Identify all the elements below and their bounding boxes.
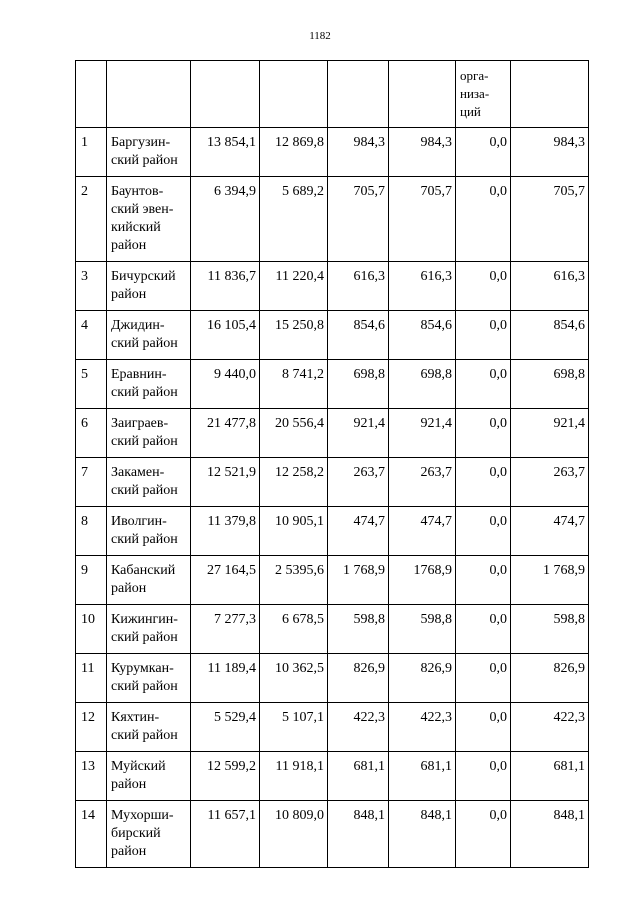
value-cell: 0,0 xyxy=(456,654,511,703)
value-cell: 263,7 xyxy=(511,458,589,507)
value-cell: 2 5395,6 xyxy=(260,556,328,605)
district-name: Кабанский район xyxy=(107,556,191,605)
header-cell xyxy=(511,61,589,128)
value-cell: 11 189,4 xyxy=(191,654,260,703)
district-name: Иволгин- ский район xyxy=(107,507,191,556)
value-cell: 5 107,1 xyxy=(260,703,328,752)
value-cell: 11 220,4 xyxy=(260,262,328,311)
district-name: Кижингин- ский район xyxy=(107,605,191,654)
table-row xyxy=(76,311,589,360)
value-cell: 6 394,9 xyxy=(191,177,260,262)
value-cell: 0,0 xyxy=(456,752,511,801)
value-cell: 705,7 xyxy=(511,177,589,262)
row-number: 1 xyxy=(76,128,107,177)
value-cell: 13 854,1 xyxy=(191,128,260,177)
district-name: Баунтов- ский эвен- кийский район xyxy=(107,177,191,262)
value-cell: 984,3 xyxy=(511,128,589,177)
value-cell: 705,7 xyxy=(328,177,389,262)
value-cell: 0,0 xyxy=(456,128,511,177)
header-cell xyxy=(260,61,328,128)
value-cell: 921,4 xyxy=(389,409,456,458)
header-cell xyxy=(191,61,260,128)
value-cell: 0,0 xyxy=(456,801,511,868)
row-number: 4 xyxy=(76,311,107,360)
value-cell: 598,8 xyxy=(328,605,389,654)
row-number: 3 xyxy=(76,262,107,311)
value-cell: 7 277,3 xyxy=(191,605,260,654)
value-cell: 826,9 xyxy=(511,654,589,703)
value-cell: 422,3 xyxy=(511,703,589,752)
value-cell: 0,0 xyxy=(456,311,511,360)
district-name: Закамен- ский район xyxy=(107,458,191,507)
value-cell: 0,0 xyxy=(456,458,511,507)
value-cell: 16 105,4 xyxy=(191,311,260,360)
row-number: 6 xyxy=(76,409,107,458)
value-cell: 681,1 xyxy=(389,752,456,801)
value-cell: 12 258,2 xyxy=(260,458,328,507)
value-cell: 21 477,8 xyxy=(191,409,260,458)
row-number: 8 xyxy=(76,507,107,556)
value-cell: 921,4 xyxy=(328,409,389,458)
value-cell: 616,3 xyxy=(511,262,589,311)
value-cell: 1 768,9 xyxy=(511,556,589,605)
table-row xyxy=(76,128,589,177)
value-cell: 11 657,1 xyxy=(191,801,260,868)
value-cell: 698,8 xyxy=(328,360,389,409)
value-cell: 848,1 xyxy=(389,801,456,868)
page-number: 1182 xyxy=(309,30,331,42)
row-number: 9 xyxy=(76,556,107,605)
district-name: Баргузин- ский район xyxy=(107,128,191,177)
value-cell: 984,3 xyxy=(389,128,456,177)
row-number: 5 xyxy=(76,360,107,409)
value-cell: 474,7 xyxy=(328,507,389,556)
district-name: Бичурский район xyxy=(107,262,191,311)
value-cell: 826,9 xyxy=(389,654,456,703)
table-row xyxy=(76,654,589,703)
table-row xyxy=(76,177,589,262)
row-number: 2 xyxy=(76,177,107,262)
value-cell: 1768,9 xyxy=(389,556,456,605)
value-cell: 6 678,5 xyxy=(260,605,328,654)
value-cell: 0,0 xyxy=(456,262,511,311)
table-row xyxy=(76,703,589,752)
district-name: Курумкан- ский район xyxy=(107,654,191,703)
table-row xyxy=(76,262,589,311)
value-cell: 826,9 xyxy=(328,654,389,703)
value-cell: 598,8 xyxy=(511,605,589,654)
table-row xyxy=(76,507,589,556)
value-cell: 598,8 xyxy=(389,605,456,654)
value-cell: 27 164,5 xyxy=(191,556,260,605)
value-cell: 20 556,4 xyxy=(260,409,328,458)
value-cell: 422,3 xyxy=(389,703,456,752)
value-cell: 10 905,1 xyxy=(260,507,328,556)
value-cell: 0,0 xyxy=(456,605,511,654)
district-name: Джидин- ский район xyxy=(107,311,191,360)
value-cell: 263,7 xyxy=(389,458,456,507)
header-row xyxy=(76,61,589,128)
district-name: Заиграев- ский район xyxy=(107,409,191,458)
value-cell: 984,3 xyxy=(328,128,389,177)
value-cell: 0,0 xyxy=(456,507,511,556)
district-name: Кяхтин- ский район xyxy=(107,703,191,752)
row-number: 14 xyxy=(76,801,107,868)
value-cell: 681,1 xyxy=(511,752,589,801)
value-cell: 848,1 xyxy=(328,801,389,868)
budget-table xyxy=(75,60,589,868)
value-cell: 11 836,7 xyxy=(191,262,260,311)
header-cell xyxy=(76,61,107,128)
value-cell: 11 918,1 xyxy=(260,752,328,801)
district-name: Муйский район xyxy=(107,752,191,801)
value-cell: 854,6 xyxy=(328,311,389,360)
value-cell: 698,8 xyxy=(389,360,456,409)
header-cell xyxy=(107,61,191,128)
value-cell: 921,4 xyxy=(511,409,589,458)
value-cell: 10 362,5 xyxy=(260,654,328,703)
value-cell: 616,3 xyxy=(389,262,456,311)
value-cell: 1 768,9 xyxy=(328,556,389,605)
value-cell: 705,7 xyxy=(389,177,456,262)
table-row xyxy=(76,458,589,507)
row-number: 13 xyxy=(76,752,107,801)
value-cell: 8 741,2 xyxy=(260,360,328,409)
value-cell: 263,7 xyxy=(328,458,389,507)
value-cell: 0,0 xyxy=(456,409,511,458)
header-cell xyxy=(389,61,456,128)
header-cell-organizations: орга- низа- ций xyxy=(456,61,511,128)
value-cell: 0,0 xyxy=(456,703,511,752)
value-cell: 422,3 xyxy=(328,703,389,752)
value-cell: 12 869,8 xyxy=(260,128,328,177)
value-cell: 12 599,2 xyxy=(191,752,260,801)
value-cell: 854,6 xyxy=(389,311,456,360)
table-row xyxy=(76,360,589,409)
table-row xyxy=(76,752,589,801)
table-row xyxy=(76,605,589,654)
value-cell: 698,8 xyxy=(511,360,589,409)
value-cell: 10 809,0 xyxy=(260,801,328,868)
value-cell: 11 379,8 xyxy=(191,507,260,556)
row-number: 10 xyxy=(76,605,107,654)
value-cell: 5 689,2 xyxy=(260,177,328,262)
table-row xyxy=(76,801,589,868)
value-cell: 474,7 xyxy=(511,507,589,556)
value-cell: 854,6 xyxy=(511,311,589,360)
table-row xyxy=(76,409,589,458)
value-cell: 848,1 xyxy=(511,801,589,868)
row-number: 7 xyxy=(76,458,107,507)
row-number: 11 xyxy=(76,654,107,703)
value-cell: 616,3 xyxy=(328,262,389,311)
value-cell: 0,0 xyxy=(456,177,511,262)
value-cell: 9 440,0 xyxy=(191,360,260,409)
value-cell: 474,7 xyxy=(389,507,456,556)
value-cell: 5 529,4 xyxy=(191,703,260,752)
district-name: Мухорши- бирский район xyxy=(107,801,191,868)
value-cell: 0,0 xyxy=(456,556,511,605)
header-cell xyxy=(328,61,389,128)
value-cell: 681,1 xyxy=(328,752,389,801)
row-number: 12 xyxy=(76,703,107,752)
value-cell: 12 521,9 xyxy=(191,458,260,507)
value-cell: 0,0 xyxy=(456,360,511,409)
table-row xyxy=(76,556,589,605)
district-name: Еравнин- ский район xyxy=(107,360,191,409)
value-cell: 15 250,8 xyxy=(260,311,328,360)
